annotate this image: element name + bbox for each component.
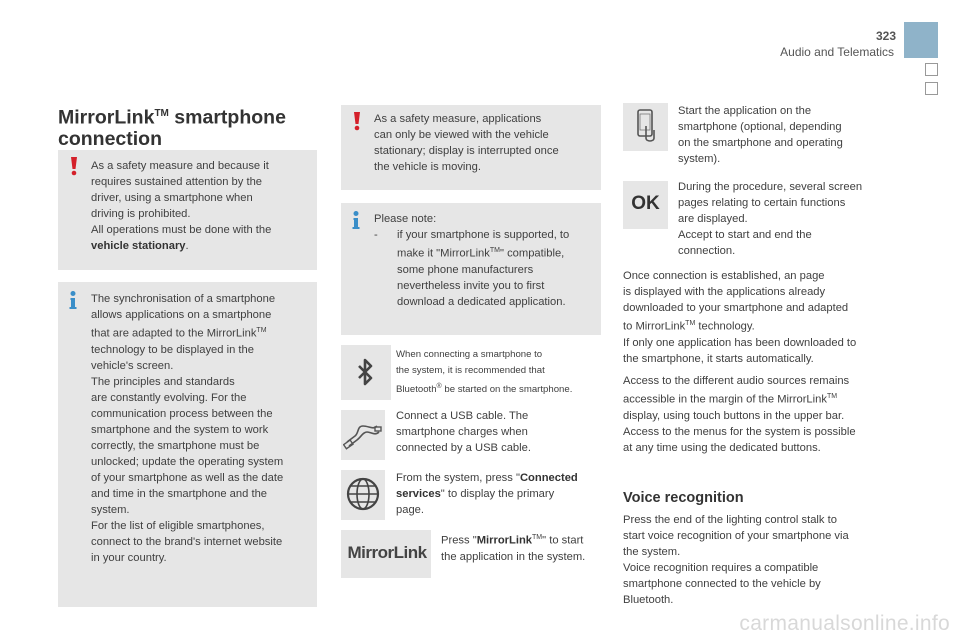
safety-warning-text: As a safety measure and because it requires sustained attention by the driver, using a smartphone when driving is prohibited. All operations must be done with the vehicle stationary. [91, 160, 272, 252]
bluetooth-step-text: When connecting a smartphone to the system, it is recommended that Bluetooth® be started on the smartphone. [396, 349, 573, 396]
voice-recognition-text: Press the end of the lighting control stalk to start voice recognition of your smartphone via the system. Voice recognition requires a compatible smartphone connected to the vehicle by Bluetooth. [623, 514, 849, 606]
info-icon [66, 290, 80, 310]
services-bold: services [396, 488, 441, 500]
connected-step-text: From the system, press "Connected services" to display the primary page. [396, 472, 578, 516]
note-dash: - [374, 229, 378, 241]
bluetooth-icon [355, 357, 377, 387]
ok-step-text: During the procedure, several screen pages relating to certain functions are displayed. Accept to start and end the connection. [678, 181, 863, 257]
note-body: if your smartphone is supported, to make it "MirrorLink™" compatible, some phone manufacturers nevertheless invite you to first download a dedicated application. [397, 229, 570, 308]
viewing-warning-text: As a safety measure, applications can only be viewed with the vehicle stationary; display is interrupted once the vehicle is moving. [374, 113, 559, 173]
synchronisation-text: The synchronisation of a smartphone allows applications on a smartphone that are adapted to the MirrorLink™ technology to be displayed in the vehicle's screen. The principles and standards are constantly evolving. For the communication process between the smartphone and the system to work correctly, the smartphone must be unlocked; update the operating system of your smartphone as well as the date and time in the smartphone and the system. For the list of eligible smartphones, connect to the brand's internet website in your country. [91, 293, 284, 564]
ok-label: OK [631, 193, 660, 214]
note-title: Please note: [374, 213, 437, 225]
mirrorlink-logo: MirrorLink [347, 543, 427, 562]
connected-bold: Connected [519, 472, 578, 484]
start-app-text: Start the application on the smartphone (optional, depending on the smartphone and operating system). [678, 105, 843, 165]
usb-step-text: Connect a USB cable. The smartphone charges when connected by a USB cable. [396, 410, 531, 454]
audio-sources-text: Access to the different audio sources remains accessible in the margin of the MirrorLink™ display, using touch buttons in the upper bar. Access to the menus for the system is possible at any time using the dedicated buttons. [623, 375, 856, 454]
nav-square-2 [925, 82, 938, 95]
mirrorlink-step-text: Press "MirrorLink™" to start the application in the system. [441, 534, 586, 563]
smartphone-touch-icon [634, 108, 658, 146]
warning-icon [349, 111, 365, 131]
warning-icon [66, 156, 82, 176]
vehicle-stationary-bold: vehicle stationary [91, 240, 186, 252]
usb-cable-icon [343, 416, 383, 454]
info-icon [349, 210, 363, 230]
watermark: carmanualsonline.info [739, 612, 950, 635]
page-title: MirrorLink™ smartphone connection [58, 106, 286, 150]
nav-square-1 [925, 63, 938, 76]
section-tab [904, 22, 938, 58]
connected-services-icon [345, 476, 381, 512]
page-number: 323 [875, 29, 896, 43]
voice-recognition-heading: Voice recognition [623, 490, 744, 506]
connection-established-text: Once connection is established, an page is displayed with the applications already downloaded to your smartphone and adapted to MirrorLink™ technology. If only one application has been downloaded to the smartphone, it starts automatically. [623, 270, 857, 365]
mirrorlink-bold: MirrorLink [476, 534, 533, 547]
section-title: Audio and Telematics [780, 45, 894, 59]
